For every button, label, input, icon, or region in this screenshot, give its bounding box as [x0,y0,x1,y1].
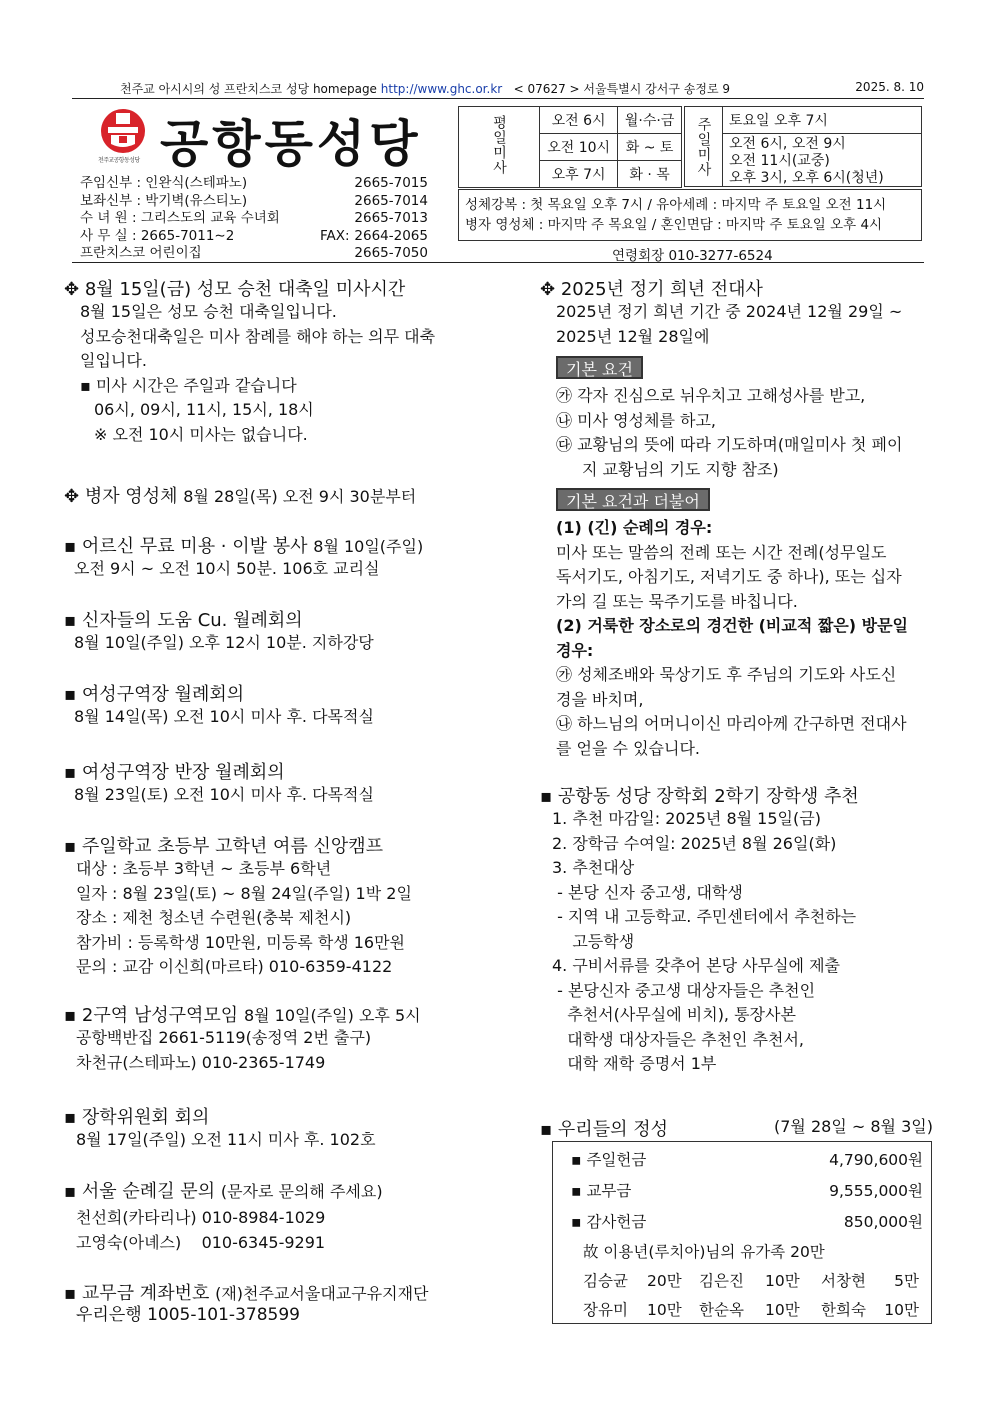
body-line: - 본당 신자 중고생, 대학생 [552,882,743,902]
body-line: 3. 추천대상 [552,858,635,877]
heading-text: 2구역 남성구역모임 [81,1005,239,1026]
heading-detail: 8월 10일(주일) 오후 5시 [243,1006,421,1025]
women-leaders-body: 8월 14일(목) 오전 10시 미사 후. 다목적실 [74,707,374,726]
body-line: 대학 재학 증명서 1부 [552,1054,717,1073]
mass-time: 오전 10시 [540,134,618,161]
fax-label: FAX: [320,227,350,244]
donor-row [553,1267,931,1297]
body-line: ㉮ 각자 진심으로 뉘우치고 고해성사를 받고, [556,386,866,405]
body-line: 경을 바치며, [556,689,644,709]
body-line: 2025년 12월 28일에 [556,326,710,346]
jubilee-intro [556,300,902,349]
staff-label: 주임신부 : 인완식(스테파노) [80,175,248,191]
body-line: 2. 장학금 수여일: 2025년 8월 26일(화) [552,833,837,853]
section-heading-account: ▪ 교무금 계좌번호 (재)천주교서울대교구유지재단 [64,1283,429,1304]
body-line: 를 얻을 수 있습니다. [556,738,700,758]
body-line: 8월 15일은 성모 승천 대축일입니다. [80,302,337,321]
summer-camp-body [76,857,412,980]
donor-name: 한순옥 [699,1301,744,1319]
staff-phone: 2665-7050 [354,245,428,261]
saturday-mass: 토요일 오후 7시 [723,107,921,134]
donor-amount: 10만 [765,1301,800,1319]
donor-amount: 10만 [647,1301,682,1319]
scholarship-meeting-body: 8월 17일(주일) 오전 11시 미사 후. 102호 [76,1130,376,1149]
body-line: 장소 : 제천 청소년 수련원(충북 제천시) [76,908,352,927]
sunday-mass-label: 주일미사 [695,116,712,177]
body-line: ㉯ 하느님의 어머니이신 마리아께 간구하면 전대사 [556,714,907,733]
logo-caption: 천주교공항동성당 [98,157,140,164]
bullet-line: ▪ 미사 시간은 주일과 같습니다 [80,375,297,395]
body-line: 일자 : 8월 23일(토) ~ 8월 24일(주일) 1박 2일 [76,883,412,903]
heading-text: 우리들의 정성 [557,1119,668,1140]
weekday-mass-label: 평일미사 [491,115,507,175]
body-line: 천선희(카타리나) 010-8984-1029 [76,1208,326,1227]
offering-row: ▪ 주일헌금 4,790,600원 [553,1146,931,1176]
district2-body [76,1026,371,1075]
heading-detail: (문자로 문의해 주세요) [220,1182,383,1201]
basic-requirements-tag [556,356,643,379]
section-heading-cu-meeting: ▪ 신자들의 도움 Cu. 월례회의 [64,610,303,631]
heading-text: 병자 영성체 [84,486,178,507]
header-divider [72,262,924,263]
body-line: 차천규(스테파노) 010-2365-1749 [76,1052,326,1072]
body-line: 가의 길 또는 묵주기도를 바칩니다. [556,591,798,611]
section-heading-scholarship-meeting: ▪ 장학위원회 회의 [64,1107,210,1128]
address: < 07627 > 서울특별시 강서구 송정로 9 [513,82,730,96]
donor-name: 서창현 [821,1272,866,1290]
church-logo [100,108,146,166]
body-line: 지 교황님의 기도 지향 참조) [582,459,779,479]
body-line: ㉯ 미사 영성체를 하고, [556,410,716,430]
offering-label: 교무금 [586,1182,632,1200]
staff-phone: 2665-7014 [354,192,428,209]
cu-meeting-body: 8월 10일(주일) 오후 12시 10분. 지하강당 [74,633,374,652]
heading-text: 어르신 무료 미용 · 이발 봉사 [81,536,308,557]
homepage-link[interactable]: http://www.ghc.or.kr [380,82,503,96]
heading-detail: 8월 10일(주일) [313,537,424,556]
sacrament-line: 성체강복 : 첫 목요일 오후 7시 / 유아세례 : 마지막 주 토요일 오전 11시 [465,197,887,213]
section-heading-haircut: ▪ 어르신 무료 미용 · 이발 봉사 8월 10일(주일) [64,536,424,557]
donor-name: 장유미 [583,1301,628,1319]
heading-text: 여성구역장 월례회의 [81,684,245,705]
heading-text: 공항동 성당 장학회 2학기 장학생 추천 [557,786,859,807]
donor-amount: 20만 [647,1272,682,1290]
staff-row [80,210,428,228]
section-heading-women-leaders: ▪ 여성구역장 월례회의 [64,684,245,705]
body-line: 4. 구비서류를 갖추어 본당 사무실에 제출 [552,956,840,975]
heading-text: 여성구역장 반장 월례회의 [81,762,285,783]
header-rule [72,98,924,99]
note-text: ※ 오전 10시 미사는 없습니다. [94,424,308,444]
staff-phone: 2665-7013 [354,210,428,226]
staff-label: 보좌신부 : 박기벽(유스티노) [80,192,248,209]
sunday-mass-times [729,136,884,187]
subheading: (2) 거룩한 장소로의 경건한 (비교적 짧은) 방문일 [556,616,909,635]
weekday-mass-table [458,106,682,188]
body-line: 1. 추천 마감일: 2025년 8월 15일(금) [552,809,821,828]
offerings-box [552,1141,932,1324]
mass-times: 06시, 09시, 11시, 15시, 18시 [94,400,314,419]
staff-label: 수 녀 원 : 그리스도의 교육 수녀회 [80,210,280,226]
heading-detail: (재)천주교서울대교구유지재단 [215,1284,429,1303]
assumption-body [80,300,435,447]
staff-row [80,193,428,211]
funeral-contact: 연령회장 010-3277-6524 [612,248,773,264]
donor-name: 김승균 [583,1272,628,1290]
body-line: - 지역 내 고등학교. 주민센터에서 추천하는 [552,907,857,926]
body-line: 참가비 : 등록학생 10만원, 미등록 학생 16만원 [76,932,406,952]
staff-row [80,228,428,246]
heading-text: 2025년 정기 희년 전대사 [560,279,763,300]
scholarship-body [552,807,856,1077]
mass-time: 오후 7시 [540,161,618,188]
body-line: 문의 : 교감 이신희(마르타) 010-6359-4122 [76,957,393,976]
offering-label: 주일헌금 [586,1151,647,1169]
staff-label: 사 무 실 : 2665-7011∼2 [80,227,235,244]
mass-days: 화 · 목 [618,161,682,188]
sunday-mass-line: 오전 11시(교중) [729,153,830,169]
section-heading-jubilee: ✥ 2025년 정기 희년 전대사 [540,279,763,300]
memorial-text: 故 이용년(루치아)님의 유가족 20만 [583,1243,825,1261]
subheading: (1) (긴) 순례의 경우: [556,518,713,537]
sacrament-schedule-box [458,189,922,241]
body-line: 독서기도, 아침기도, 저녁기도 중 하나), 또는 십자 [556,567,902,586]
heading-text: 서울 순례길 문의 [81,1181,216,1202]
donor-row [553,1296,931,1326]
body-line: 고등학생 [552,931,635,951]
section-heading-scholarship: ▪ 공항동 성당 장학회 2학기 장학생 추천 [540,786,859,807]
body-line: 대학생 대상자들은 추천인 추천서, [552,1029,804,1049]
section-heading-summer-camp: ▪ 주일학교 초등부 고학년 여름 신앙캠프 [64,836,384,857]
offering-amount: 9,555,000원 [829,1182,923,1200]
offering-amount: 4,790,600원 [829,1151,923,1169]
tag-label: 기본 요건 [556,356,643,379]
issue-date: 2025. 8. 10 [855,80,924,94]
mass-time: 오전 6시 [540,107,618,134]
donor-name: 김은진 [699,1272,744,1290]
pilgrimage-body [76,1206,325,1255]
sunday-mass-line: 오전 6시, 오전 9시 [729,136,846,152]
body-line: 공항백반집 2661-5119(송정역 2번 출구) [76,1028,372,1047]
section-heading-sick-communion: ✥ 병자 영성체 8월 28일(목) 오전 9시 30분부터 [64,486,417,507]
bullet-text: 미사 시간은 주일과 같습니다 [95,375,297,395]
staff-phone: 2665-7015 [354,175,428,191]
women-subleaders-body: 8월 23일(토) 오전 10시 미사 후. 다목적실 [74,785,374,804]
donor-amount: 10만 [884,1301,919,1319]
body-line: 대상 : 초등부 3학년 ~ 초등부 6학년 [76,859,332,878]
mass-days: 화 ~ 토 [618,134,682,161]
body-line: 추천서(사무실에 비치), 통장사본 [552,1005,796,1024]
page-title: 공항동성당 [160,115,422,173]
section-heading-women-subleaders: ▪ 여성구역장 반장 월례회의 [64,762,285,783]
staff-row [80,245,428,263]
staff-directory [80,175,428,263]
basic-requirements-list [556,384,902,482]
body-line: ㉰ 교황님의 뜻에 따라 기도하며(매일미사 첫 페이 [556,435,903,454]
section-heading-pilgrimage: ▪ 서울 순례길 문의 (문자로 문의해 주세요) [64,1181,383,1202]
staff-phone: 2664-2065 [354,227,428,244]
body-line: 고영숙(아녜스) 010-6345-9291 [76,1232,326,1252]
offering-row: ▪ 교무금 9,555,000원 [553,1177,931,1207]
offering-row: ▪ 감사헌금 850,000원 [553,1208,931,1238]
donor-amount: 10만 [765,1272,800,1290]
heading-text: 장학위원회 회의 [81,1107,210,1128]
donor-name: 한희숙 [821,1301,866,1319]
tag-label: 기본 요건과 더불어 [556,488,710,511]
heading-text: 주일학교 초등부 고학년 여름 신앙캠프 [81,836,384,857]
account-number: 우리은행 1005-101-378599 [76,1305,300,1325]
staff-label: 프란치스코 어린이집 [80,245,202,261]
body-line: 미사 또는 말씀의 전례 또는 시간 전례(성무일도 [556,542,887,562]
memorial-line [553,1238,931,1268]
sunday-mass-box [684,106,922,187]
offerings-period: (7월 28일 ~ 8월 3일) [774,1117,933,1136]
donor-amount: 5만 [894,1272,919,1290]
additional-requirements-tag [556,488,710,511]
sacrament-line: 병자 영성체 : 마지막 주 목요일 / 혼인면담 : 마지막 주 토요일 오후 4시 [465,217,883,233]
body-line: ㉮ 성체조배와 묵상기도 후 주님의 기도와 사도신 [556,665,897,684]
heading-detail: 8월 28일(목) 오전 9시 30분부터 [183,487,417,506]
haircut-body: 오전 9시 ~ 오전 10시 50분. 106호 교리실 [74,559,380,578]
section-heading-offerings: ▪ 우리들의 정성 [540,1119,668,1140]
pilgrimage-requirements [556,516,946,761]
body-line: - 본당신자 중고생 대상자들은 추천인 [552,980,816,1000]
sunday-mass-label-cell [685,107,723,186]
heading-text: 8월 15일(금) 성모 승천 대축일 미사시간 [84,279,406,300]
heading-text: 교무금 계좌번호 [81,1283,210,1304]
weekday-mass-label-cell [459,107,540,188]
staff-row [80,175,428,193]
heading-text: 신자들의 도움 Cu. 월례회의 [81,610,303,631]
offering-amount: 850,000원 [843,1213,923,1231]
sunday-mass-line: 오후 3시, 오후 6시(청년) [729,170,884,186]
subheading: 경우: [556,640,594,660]
section-heading-district2: ▪ 2구역 남성구역모임 8월 10일(주일) 오후 5시 [64,1005,421,1026]
body-line: 2025년 정기 희년 기간 중 2024년 12월 29일 ~ [556,302,903,321]
mass-days: 월·수·금 [618,107,682,134]
parish-name: 천주교 아시시의 성 프란치스코 성당 homepage [120,82,377,96]
body-line: 일입니다. [80,351,147,370]
section-heading-assumption: ✥ 8월 15일(금) 성모 승천 대축일 미사시간 [64,279,406,300]
offering-label: 감사헌금 [586,1213,647,1231]
body-line: 성모승천대축일은 미사 참례를 해야 하는 의무 대축 [80,326,436,346]
